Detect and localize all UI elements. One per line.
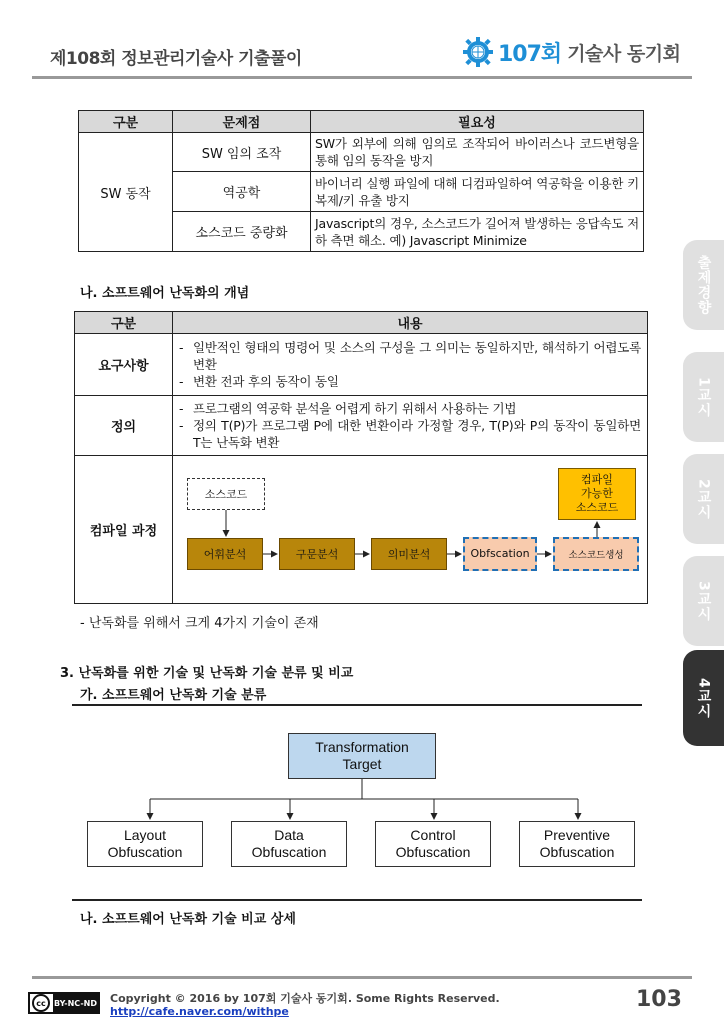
header-divider [32,76,692,79]
page-number: 103 [636,987,682,1012]
problem-cell: SW 임의 조작 [173,133,311,172]
row-content [173,334,648,396]
section-3-heading: 3. 난독화를 위한 기술 및 난독화 기술 분류 및 비교 [60,666,354,681]
tab-label: 2교시 [695,478,712,520]
row-label: 컴파일 과정 [75,456,173,604]
bullet-mark: - [179,340,184,355]
bullet-text: 정의 T(P)가 프로그램 P에 대한 변환이라 가정할 경우, T(P)와 P의 동작이 동일하면 T는 난독화 변환 [193,418,641,450]
header-category: 구분 [79,111,173,133]
problem-cell: 역공학 [173,172,311,212]
semantic-analysis-box: 의미분석 [371,538,447,570]
table-row [75,456,648,604]
footer-divider [32,976,692,979]
header-problem: 문제점 [173,111,311,133]
table-header-row [79,111,644,133]
source-code-box: 소스코드 [187,478,265,510]
output-line: 소스코드 [575,500,619,514]
compile-diagram [173,460,645,600]
tab-label: 4교시 [695,677,712,719]
need-cell: SW가 외부에 의해 임의로 조작되어 바이러스나 코드변형을 통해 임의 동작을 방지 [311,133,644,172]
section-heading: 나. 소프트웨어 난독화 기술 비교 상세 [80,912,296,927]
cafe-link[interactable]: http://cafe.naver.com/withpe [110,1005,289,1018]
output-line: 컴파일 [581,472,613,486]
table-row [75,396,648,456]
leaf-line: Preventive [543,827,611,843]
cc-license-badge [28,992,100,1014]
bullet-text: 프로그램의 역공학 분석을 어렵게 하기 위해서 사용하는 기법 [193,401,517,416]
root-line: Transformation [315,739,409,755]
tab-trend[interactable] [683,240,724,330]
problem-need-table [78,110,644,252]
section-3a-heading: 가. 소프트웨어 난독화 기술 분류 [80,688,267,703]
tab-period-4[interactable] [683,650,724,746]
data-obfuscation-box [231,821,347,867]
table-row [79,133,644,172]
copyright-text: Copyright © 2016 by 107회 기술사 동기회. Some Rights Reserved. [110,992,500,1005]
row-label: 정의 [75,396,173,456]
cc-label: BY-NC-ND [53,994,98,1012]
bullet-text: 변환 전과 후의 동작이 동일 [193,374,339,389]
section-divider [72,899,642,901]
leaf-line: Layout [123,827,167,843]
transformation-target-box [288,733,436,779]
tab-label: 1교시 [695,376,712,418]
need-cell: Javascript의 경우, 소스코드가 길어져 발생하는 응답속도 저하 측면 해소. 예) Javascript Minimize [311,212,644,252]
tab-period-3[interactable] [683,556,724,646]
need-cell: 바이너리 실행 파일에 대해 디컴파일하여 역공학을 이용한 키 복제/키 유출 방지 [311,172,644,212]
leaf-line: Data [274,827,304,843]
bullet-item [179,339,641,373]
header-category: 구분 [75,312,173,334]
row-content [173,396,648,456]
gear-globe-icon [462,36,494,68]
logo-number: 107회 [498,41,562,67]
control-obfuscation-box [375,821,491,867]
syntax-analysis-box: 구문분석 [279,538,355,570]
header-need: 필요성 [311,111,644,133]
compilable-source-box [558,468,636,520]
output-line: 가능한 [581,486,613,500]
leaf-line: Obfuscation [107,844,183,860]
tab-label: 출제경향 [695,255,712,315]
bullet-item [179,417,641,451]
code-generation-box: 소스코드생성 [553,537,639,571]
header-content: 내용 [173,312,648,334]
preventive-obfuscation-box [519,821,635,867]
tab-label: 3교시 [695,580,712,622]
obfuscation-box: Obfscation [463,537,537,571]
compile-diagram-cell [173,456,648,604]
cc-icon: cc [32,994,50,1012]
leaf-line: Control [410,827,456,843]
logo-text: 기술사 동기회 [567,42,681,65]
root-line: Target [342,756,382,772]
lexical-analysis-box: 어휘분석 [187,538,263,570]
leaf-line: Obfuscation [395,844,471,860]
bullet-text: 일반적인 형태의 명령어 및 소스의 구성을 그 의미는 동일하지만, 해석하기 어렵도록 변환 [193,340,641,372]
concept-table [74,311,648,604]
note-text: - 난독화를 위해서 크게 4가지 기술이 존재 [80,616,319,631]
page-header-title: 제108회 정보관리기술사 기출풀이 [50,49,302,69]
bullet-mark: - [179,374,184,389]
tab-period-2[interactable] [683,454,724,544]
layout-obfuscation-box [87,821,203,867]
problem-cell: 소스코드 중량화 [173,212,311,252]
group-label: SW 동작 [79,133,173,252]
leaf-line: Obfuscation [539,844,615,860]
table-row [75,334,648,396]
header-logo [462,36,680,68]
row-label: 요구사항 [75,334,173,396]
tab-period-1[interactable] [683,352,724,442]
bullet-mark: - [179,418,184,433]
leaf-line: Obfuscation [251,844,327,860]
table-header-row [75,312,648,334]
bullet-item [179,400,641,417]
section-heading: 나. 소프트웨어 난독화의 개념 [80,286,250,301]
bullet-item [179,373,641,390]
section-divider [72,704,642,706]
bullet-mark: - [179,401,184,416]
